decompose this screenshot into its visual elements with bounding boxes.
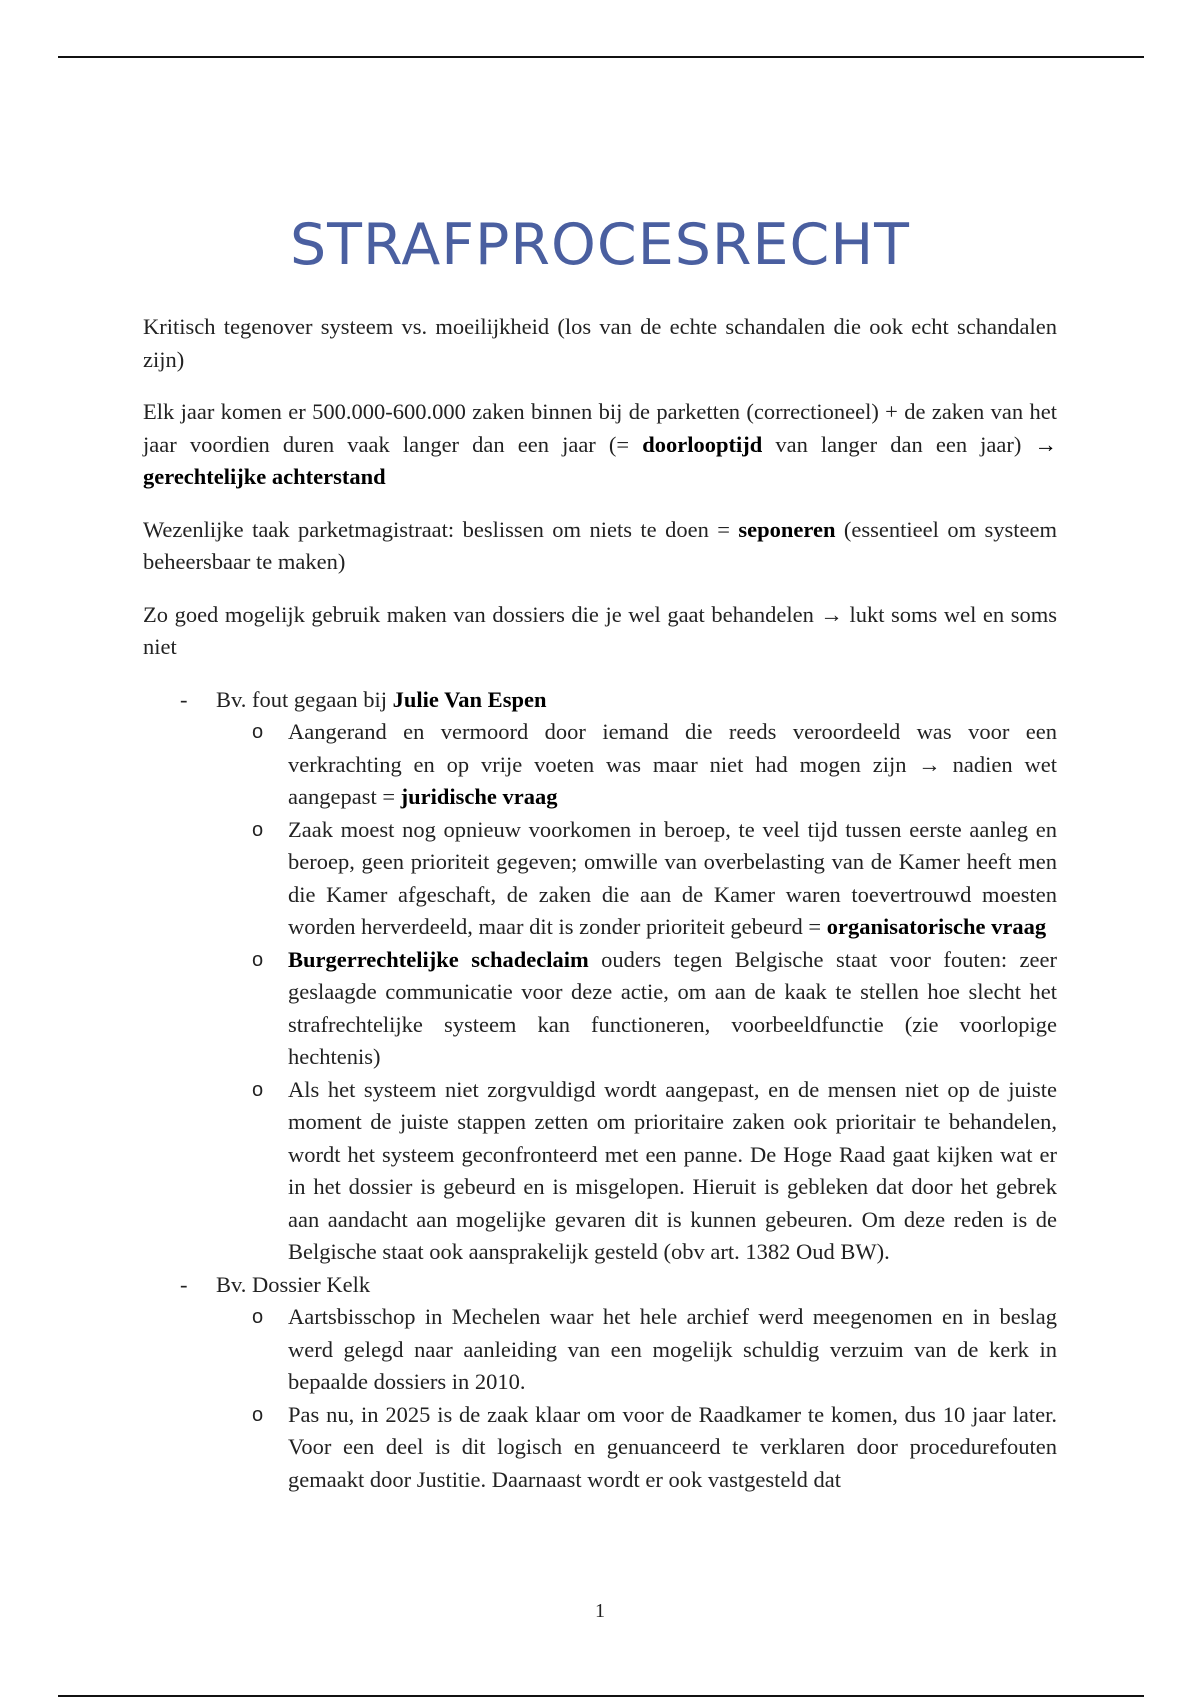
sub-list-item: [252, 1399, 1057, 1497]
example-list: [143, 684, 1057, 1497]
bold-term: Julie Van Espen: [392, 686, 547, 712]
text-run: Als het systeem niet zorgvuldigd wordt aangepast, en de mensen niet op de juiste moment de juiste stappen zetten om prioritaire zaken ook prioritair te behandelen, wordt het systeem geconfronteerd met een panne. De Hoge Raad gaat kijken wat er in het dossier is gebeurd en is misgelopen. Hieruit is gebleken dat door het gebrek aan aandacht aan mogelijke gevaren dit is kunnen gebeuren. Om deze reden is de Belgische staat ook aansprakelijk gesteld (obv art. 1382 Oud BW).: [288, 1076, 1057, 1264]
text-run: Wezenlijke taak parketmagistraat: beslissen om niets te doen =: [143, 516, 739, 542]
bold-term: organisatorische vraag: [826, 914, 1047, 939]
dash-bullet: -: [180, 1271, 188, 1297]
text-run: (essentieel om systeem beheersbaar te maken): [143, 516, 1057, 574]
text-run: van langer dan een jaar): [762, 431, 1035, 457]
list-item: [180, 1269, 1057, 1497]
text-run: Aartsbisschop in Mechelen waar het hele archief werd meegenomen en in beslag werd gelegd naar aanleiding van een mogelijk schuldig verzuim van de kerk in bepaalde dossiers in 2010.: [288, 1304, 1057, 1394]
dash-bullet: -: [180, 686, 188, 712]
text-run: ouders tegen Belgische staat voor fouten: zeer geslaagde communicatie voor deze actie, om aan de kaak te stellen hoe slecht het strafrechtelijke systeem kan functioneren, voorbeeldfunctie (zie voorlopige hechtenis): [288, 946, 1057, 1069]
text-run: Bv. fout gegaan bij: [216, 686, 393, 712]
circle-bullet: o: [252, 1306, 264, 1328]
bold-term: seponeren: [738, 516, 836, 542]
sub-list-item: [252, 944, 1057, 1074]
sub-list-item: [252, 814, 1057, 944]
text-run: Elk jaar komen er 500.000-600.000 zaken binnen bij de parketten (correctioneel) + de zaken van het jaar voordien duren vaak langer dan een jaar (=: [143, 399, 1057, 457]
bold-term: Burgerrechtelijke schadeclaim: [288, 946, 589, 972]
bold-term: juridische vraag: [400, 784, 558, 809]
text-run: Zaak moest nog opnieuw voorkomen in beroep, te veel tijd tussen eerste aanleg en beroep, geen prioriteit gegeven; omwille van overbelasting van de Kamer heeft men die Kamer afgeschaft, de zaken die aan de Kamer waren toevertrouwd moesten worden herverdeeld, maar dit is zonder prioriteit gebeurd =: [288, 816, 1057, 939]
sub-list: [216, 1301, 1057, 1496]
sub-list-item: [252, 1301, 1057, 1399]
paragraph-4: Zo goed mogelijk gebruik maken van dossiers die je wel gaat behandelen → lukt soms wel en soms niet: [143, 601, 1057, 659]
paragraph-3: [143, 514, 1057, 579]
page-number: 1: [595, 1600, 605, 1622]
text-run: Pas nu, in 2025 is de zaak klaar om voor de Raadkamer te komen, dus 10 jaar later. Voor een deel is dit logisch en genuanceerd te verklaren door procedurefouten gemaakt door Justitie. Daarnaast wordt er ook vastgesteld dat: [288, 1401, 1057, 1492]
document-body: [143, 311, 1057, 1496]
circle-bullet: o: [252, 818, 264, 841]
bold-term: → gerechtelijke achterstand: [143, 431, 1057, 489]
header-rule: [58, 56, 1144, 58]
circle-bullet: o: [252, 721, 264, 743]
circle-bullet: o: [252, 1078, 264, 1101]
text-run: Aangerand en vermoord door iemand die reeds veroordeeld was voor een verkrachting en op vrije voeten was maar niet had mogen zijn → nadien wet aangepast =: [288, 719, 1057, 809]
list-item: [180, 684, 1057, 1269]
sub-list: [216, 716, 1057, 1269]
circle-bullet: o: [252, 948, 264, 971]
footer-rule: [58, 1695, 1144, 1697]
paragraph-2: [143, 396, 1057, 494]
document-title: STRAFPROCESRECHT: [289, 212, 910, 278]
circle-bullet: o: [252, 1403, 264, 1426]
paragraph-1: Kritisch tegenover systeem vs. moeilijkheid (los van de echte schandalen die ook echt schandalen zijn): [143, 314, 1057, 372]
sub-list-item: [252, 1074, 1057, 1269]
sub-list-item: [252, 716, 1057, 814]
bold-term: doorlooptijd: [642, 431, 763, 457]
text-run: Bv. Dossier Kelk: [216, 1271, 371, 1297]
